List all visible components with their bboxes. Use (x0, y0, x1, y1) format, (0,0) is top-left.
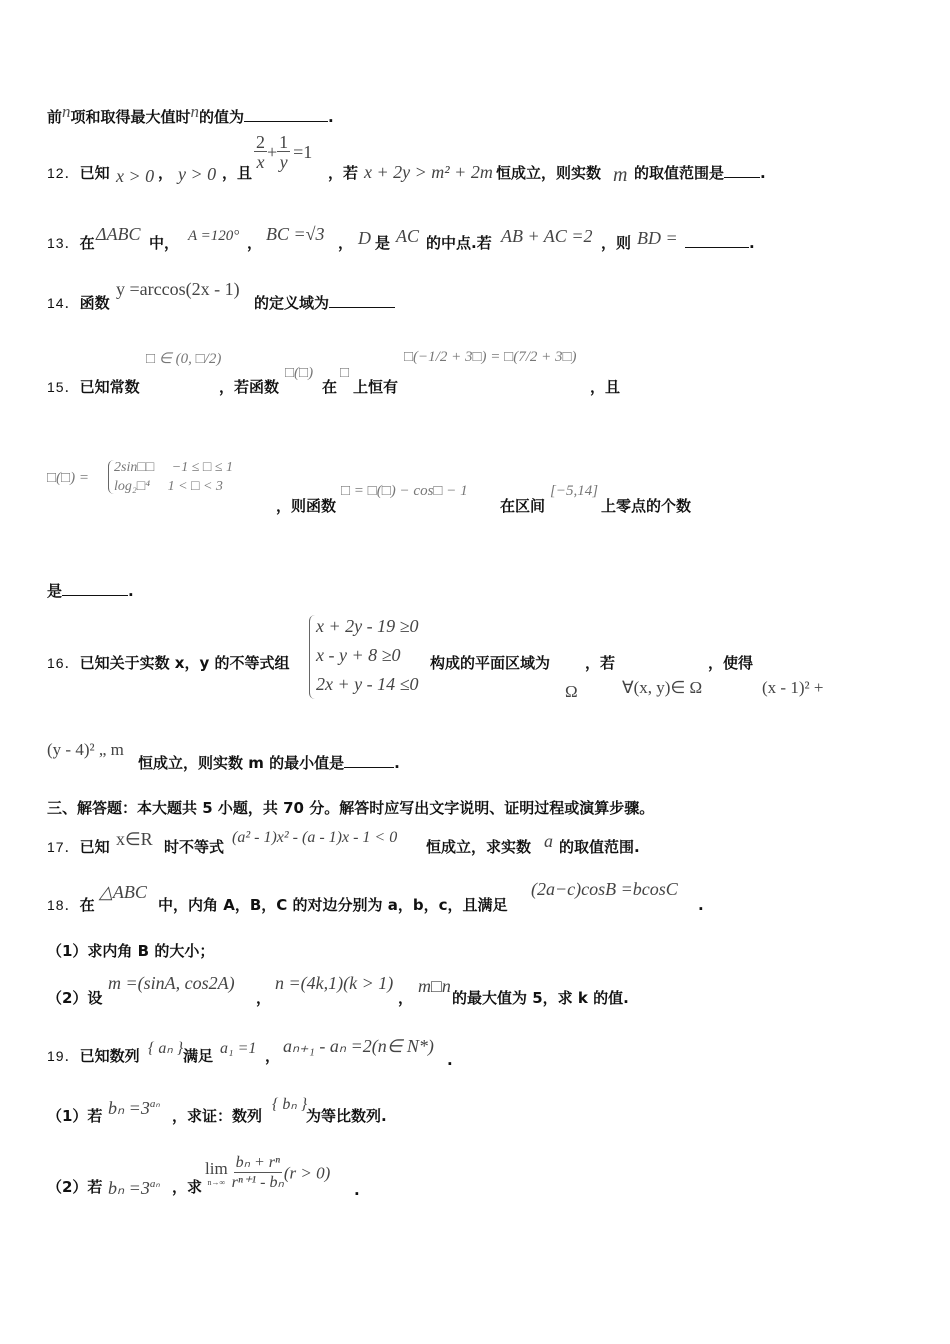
q15-math-const: □ ∈ (0, □/2) (146, 351, 222, 367)
answer-blank[interactable] (62, 581, 128, 596)
q19-text: 为等比数列. (306, 1107, 387, 1125)
q12-fraction-eq: $\frac{2}{x}$ + $\frac{1}{y}$ =1 (256, 132, 313, 172)
q12-math-y: y > 0 (178, 164, 217, 184)
q15-math-interval: [−5,14] (550, 483, 599, 499)
q15-math-r: □ (340, 365, 350, 381)
q18-text: . (698, 896, 704, 914)
q16-text: ，若 (585, 654, 616, 672)
q13-math-angle: A =120° (188, 228, 240, 244)
question-number: 17． (47, 839, 80, 855)
q19-text: ，求 (172, 1178, 203, 1196)
answer-blank[interactable] (244, 107, 328, 122)
question-number: 16． (47, 655, 80, 671)
answer-blank[interactable] (724, 163, 760, 178)
q16-inequality-system: x + 2y - 19 ≥0 x - y + 8 ≥0 2x + y - 14 ≤0 (316, 616, 419, 694)
q16-math-expr1: (x - 1)² + (762, 678, 824, 697)
separator: ， (247, 234, 263, 252)
q13-math-bd: BD = (637, 228, 678, 248)
q17-math-ineq: (a² - 1)x² - (a - 1)x - 1 < 0 (232, 829, 398, 846)
q17-text: 恒成立，求实数 (426, 838, 532, 856)
question-number: 13． (47, 235, 80, 251)
q19-part2: （2）若 (47, 1178, 103, 1196)
question-number: 19． (47, 1048, 80, 1064)
answer-blank[interactable] (685, 233, 749, 248)
q13-math-triangle: ΔABC (96, 224, 141, 244)
separator: ， (398, 989, 414, 1007)
q15-text: 在区间 (500, 497, 546, 515)
q19-line: 19．已知数列 (47, 1047, 140, 1065)
q15-text: ，若函数 (219, 378, 280, 396)
q19-math-bseq: { bₙ } (272, 1096, 308, 1113)
q12-math-ineq: x + 2y > m² + 2m (364, 162, 493, 182)
q18-text: 的最大值为 5，求 k 的值. (452, 989, 629, 1007)
q12-line: 12．已知 (47, 164, 110, 182)
q19-math-limit: lim n→∞ $\frac{\text{bₙ + rⁿ}}{\text{rⁿ⁺¹ - bₙ}}$ (r > 0) (205, 1154, 331, 1191)
q15-line: 15．已知常数 (47, 378, 140, 396)
q12-tail: 的取值范围是 . (634, 164, 766, 182)
q19-part1: （1）若 (47, 1107, 103, 1125)
q15-math-symmetry: □(−1/2 + 3□) = □(7/2 + 3□) (404, 349, 577, 365)
q16-line: 16．已知关于实数 x，y 的不等式组 (47, 654, 290, 672)
q14-math-func: y =arccos(2x - 1) (116, 279, 240, 299)
q17-text: 时不等式 (164, 838, 225, 856)
q17-line: 17．已知 (47, 838, 110, 856)
q14-tail: 的定义域为 (254, 293, 395, 313)
q12-text: 恒成立，则实数 (496, 164, 602, 182)
q16-text: 构成的平面区域为 (430, 654, 551, 672)
q18-math-m: m =(sinA, cos2A) (108, 973, 235, 993)
q15-text: ，则函数 (276, 497, 337, 515)
q13-math-d: D (358, 228, 371, 248)
answer-blank[interactable] (344, 753, 394, 768)
q18-line: 18．在 (47, 896, 95, 914)
q18-part1: （1）求内角 B 的大小； (47, 942, 215, 960)
q15-text: 上恒有 (353, 378, 399, 396)
q12-math-m: m (613, 164, 628, 186)
separator: ， (338, 234, 354, 252)
question-number: 18． (47, 897, 80, 913)
q11-tail-line: 前n项和取得最大值时n的值为 . (47, 102, 334, 126)
q17-math-x: x∈R (116, 829, 153, 849)
q17-text: 的取值范围. (559, 838, 640, 856)
q18-math-triangle: △ABC (99, 882, 147, 902)
q18-math-dot: m□n (418, 976, 451, 996)
q15-tail: 是 . (47, 582, 134, 600)
q19-text: . (354, 1181, 360, 1199)
q19-text: . (447, 1051, 453, 1069)
separator: ， (256, 989, 272, 1007)
q12-text: ，若 (328, 164, 359, 182)
q15-text: ，且 (590, 378, 621, 396)
q13-math-bc: BC =√3 (266, 224, 325, 244)
q13-math-ac: AC (396, 226, 420, 246)
separator: ， (265, 1047, 281, 1065)
q15-math-piecewise-lhs: □(□) = (47, 470, 89, 486)
q13-text: ，则 (601, 234, 632, 252)
q18-math-condition: (2a−c)cosB =bcosC (531, 879, 678, 899)
q15-math-piecewise: 2sin□□ −1 ≤ □ ≤ 1 log₂□⁴ 1 < □ < 3 (114, 460, 234, 494)
question-number: 15． (47, 379, 80, 395)
q13-text: 是 (375, 234, 391, 252)
q18-math-n: n =(4k,1)(k > 1) (275, 973, 394, 993)
q19-math-a1: a₁ =1 (220, 1040, 257, 1057)
q19-text: 满足 (183, 1047, 214, 1065)
q13-line: 13．在 (47, 234, 95, 252)
answer-blank[interactable] (329, 293, 395, 308)
q18-part2: （2）设 (47, 989, 103, 1007)
q14-line: 14．函数 (47, 294, 110, 312)
q13-text: 中， (149, 234, 180, 252)
q19-text: ，求证：数列 (172, 1107, 263, 1125)
q19-math-bn2: $b_n =3^{a_n}$ (108, 1178, 160, 1198)
q15-math-g: □ = □(□) − cos□ − 1 (341, 483, 468, 499)
separator: ， (158, 164, 174, 182)
q12-text: ，且 (222, 164, 253, 182)
q15-text: 在 (322, 378, 338, 396)
q16-math-omega: Ω (565, 682, 578, 701)
q16-math-expr2: (y - 4)² „ m (47, 740, 124, 759)
q12-math-x: x > 0 (116, 166, 155, 186)
question-number: 14． (47, 295, 80, 311)
q16-system-brace (309, 615, 315, 699)
q13-tail: . (685, 233, 755, 253)
q19-math-seq: { aₙ } (148, 1040, 184, 1057)
q15-text: 上零点的个数 (601, 497, 692, 515)
q13-math-sum: AB + AC =2 (501, 226, 593, 246)
q16-tail: 恒成立，则实数 m 的最小值是 . (138, 754, 400, 772)
q15-math-fx: □(□) (285, 365, 314, 381)
q16-math-forall: ∀(x, y)∈ Ω (622, 678, 703, 697)
section-three-heading: 三、解答题：本大题共 5 小题，共 70 分。解答时应写出文字说明、证明过程或演算步骤。 (47, 799, 655, 817)
q16-text: ，使得 (708, 654, 754, 672)
q13-text: 的中点.若 (426, 234, 492, 252)
question-number: 12． (47, 165, 80, 181)
q19-math-recurrence: aₙ₊₁ - aₙ =2(n∈ N*) (283, 1036, 434, 1056)
q19-math-bn: $b_n =3^{a_n}$ (108, 1098, 160, 1118)
q18-text: 中，内角 A，B，C 的对边分别为 a，b，c，且满足 (158, 896, 508, 914)
q17-math-a: a (544, 831, 553, 851)
